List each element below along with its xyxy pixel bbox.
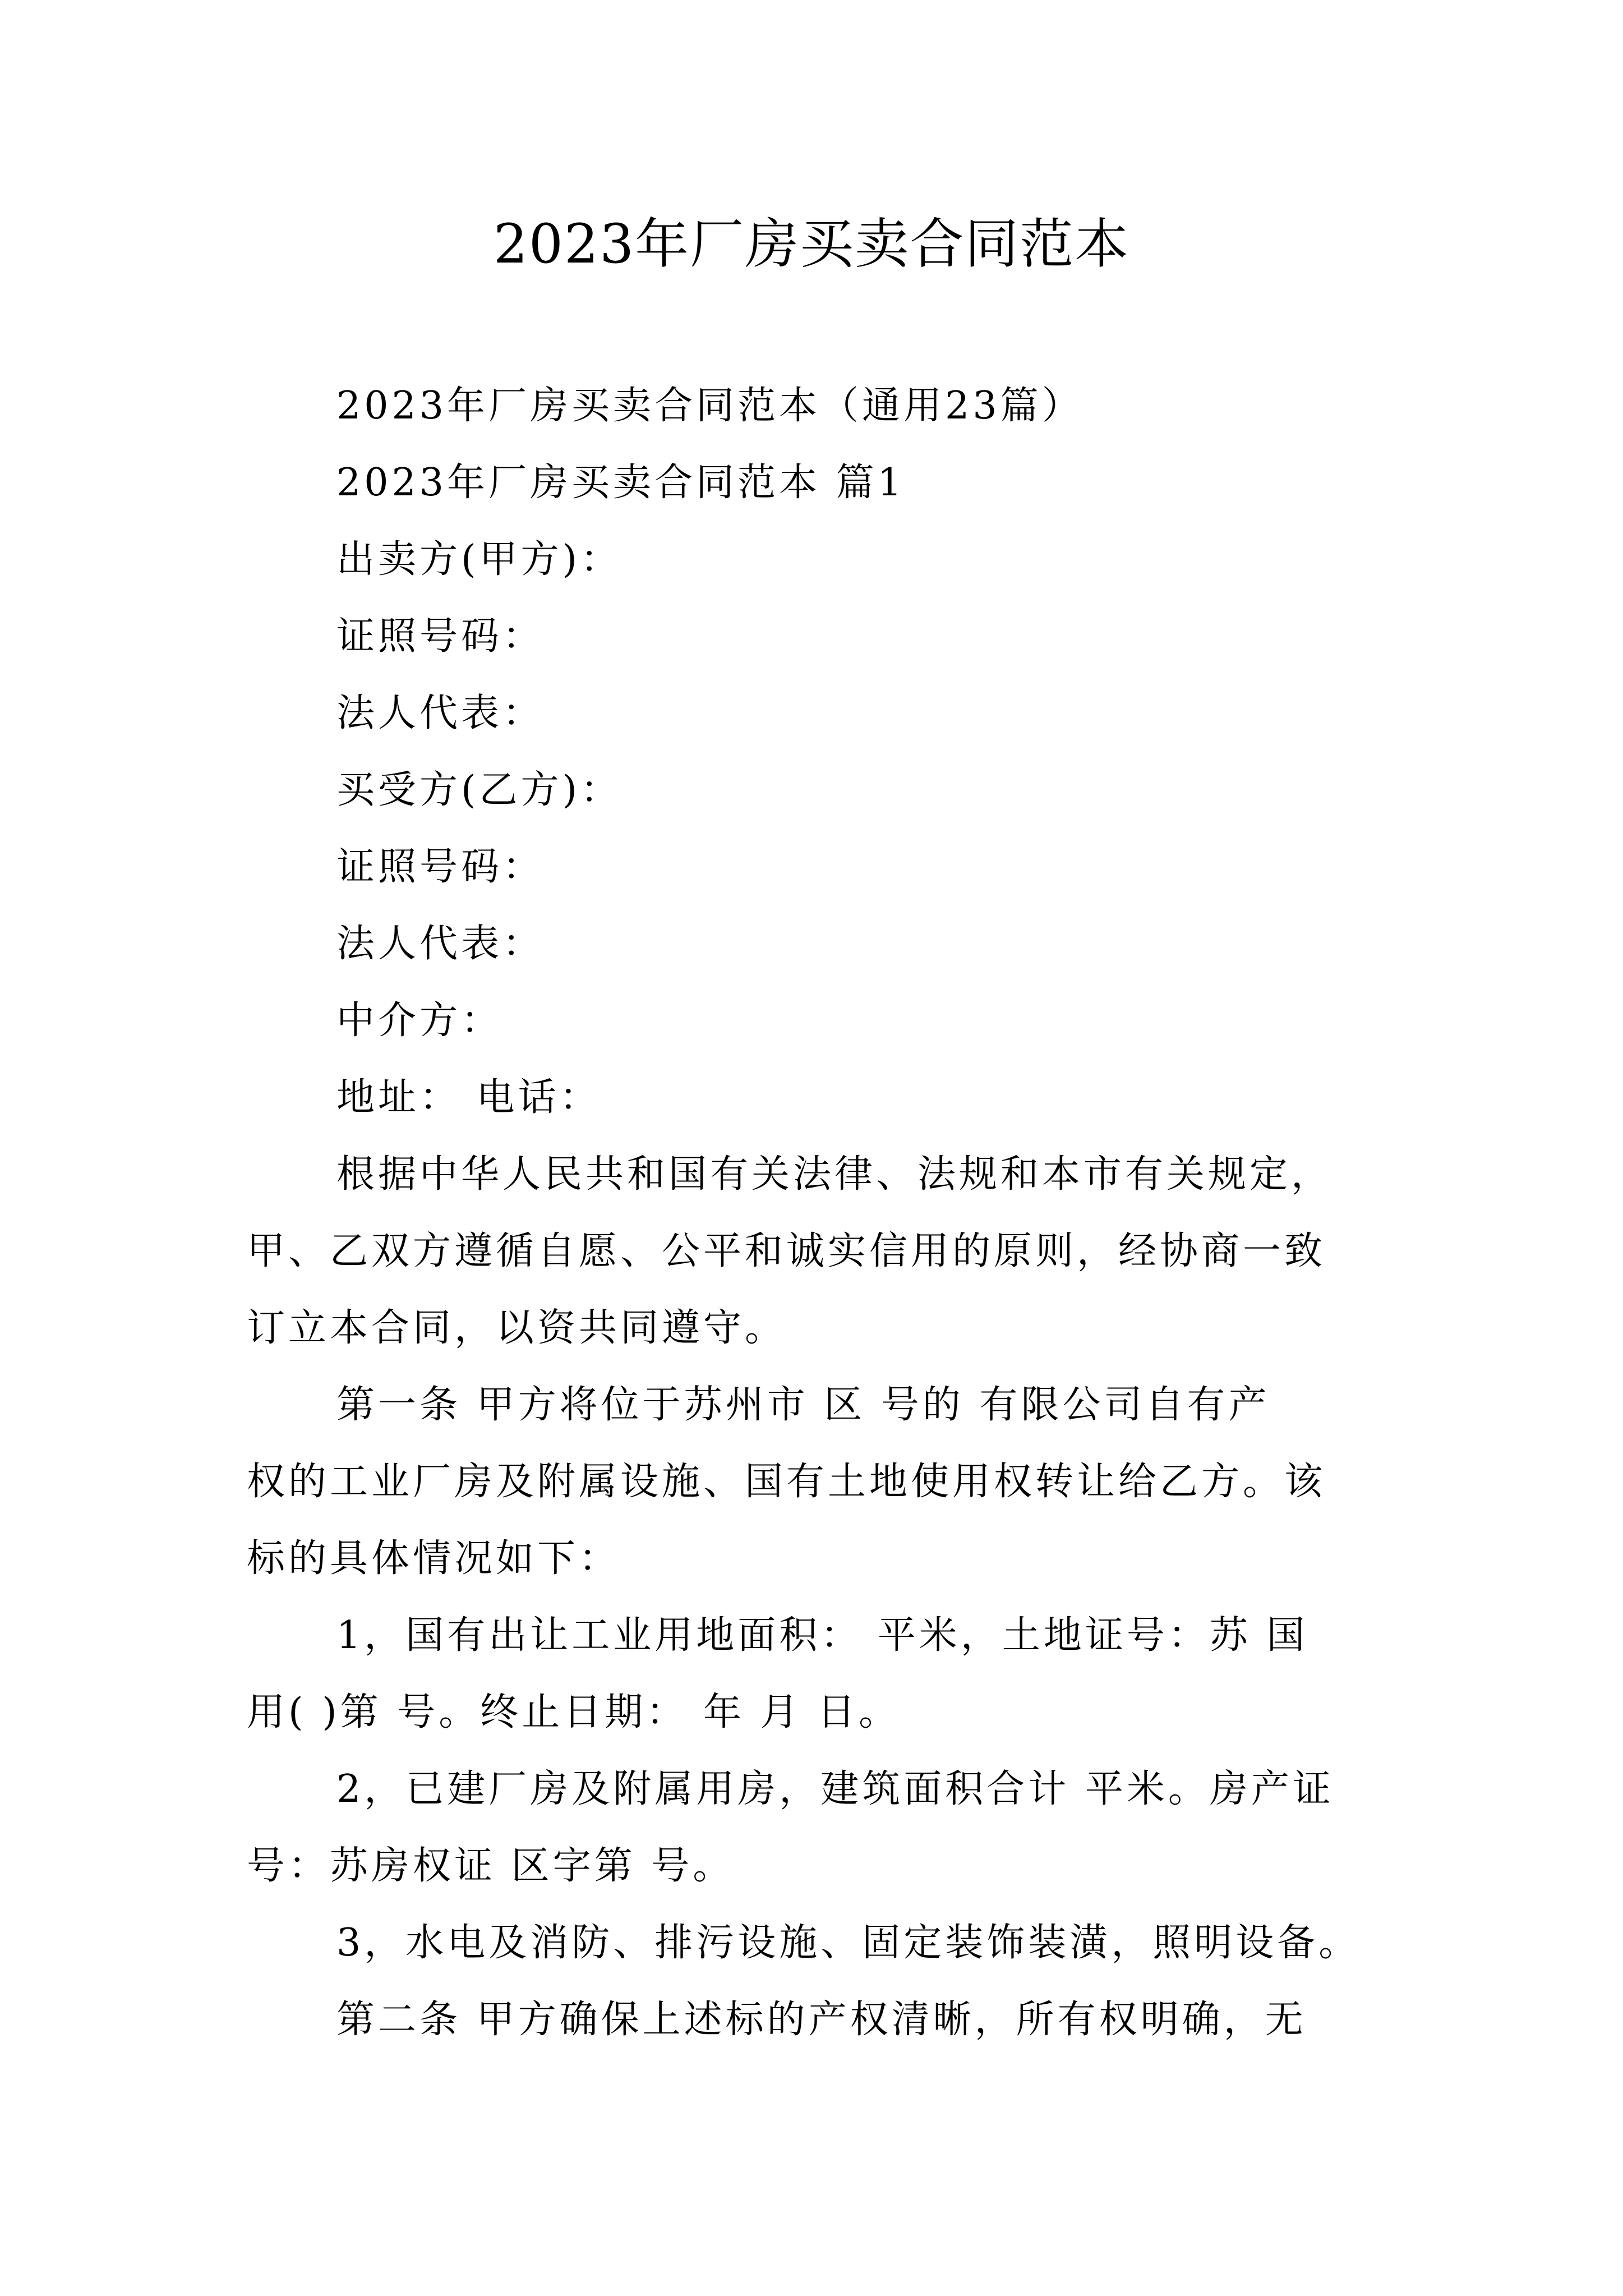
text-line: 1，国有出让工业用地面积： 平米，土地证号：苏 国	[336, 1613, 1308, 1658]
text-line: 2023年厂房买卖合同范本 篇1	[336, 461, 905, 505]
text-line: 甲、乙双方遵循自愿、公平和诚实信用的原则，经协商一致	[247, 1229, 1326, 1273]
text-line: 证照号码：	[336, 845, 545, 889]
text-line: 标的具体情况如下：	[247, 1536, 621, 1581]
text-line: 出卖方(甲方)：	[336, 537, 623, 582]
text-line: 号：苏房权证 区字第 号。	[247, 1844, 735, 1888]
text-line: 权的工业厂房及附属设施、国有土地使用权转让给乙方。该	[247, 1460, 1326, 1504]
text-line: 法人代表：	[336, 691, 545, 735]
text-line: 中介方：	[336, 999, 503, 1043]
text-line: 2，已建厂房及附属用房，建筑面积合计 平米。房产证	[336, 1767, 1334, 1811]
text-line: 订立本合同，以资共同遵守。	[247, 1306, 787, 1350]
text-line: 2023年厂房买卖合同范本（通用23篇）	[336, 384, 1083, 428]
document-body	[247, 367, 1385, 2058]
text-line: 3，水电及消防、排污设施、固定装饰装潢，照明设备。	[336, 1921, 1361, 1965]
text-line: 第二条 甲方确保上述标的产权清晰，所有权明确，无	[336, 1998, 1307, 2042]
text-line: 法人代表：	[336, 922, 545, 966]
text-line: 证照号码：	[336, 614, 545, 659]
document-title: 2023年厂房买卖合同范本	[493, 213, 1130, 275]
text-line: 地址： 电话：	[336, 1075, 601, 1120]
text-line: 第一条 甲方将位于苏州市 区 号的 有限公司自有产	[336, 1383, 1270, 1427]
text-line: 买受方(乙方)：	[336, 768, 623, 812]
text-line: 用( )第 号。终止日期： 年 月 日。	[247, 1690, 901, 1734]
text-line: 根据中华人民共和国有关法律、法规和本市有关规定，	[336, 1152, 1333, 1197]
